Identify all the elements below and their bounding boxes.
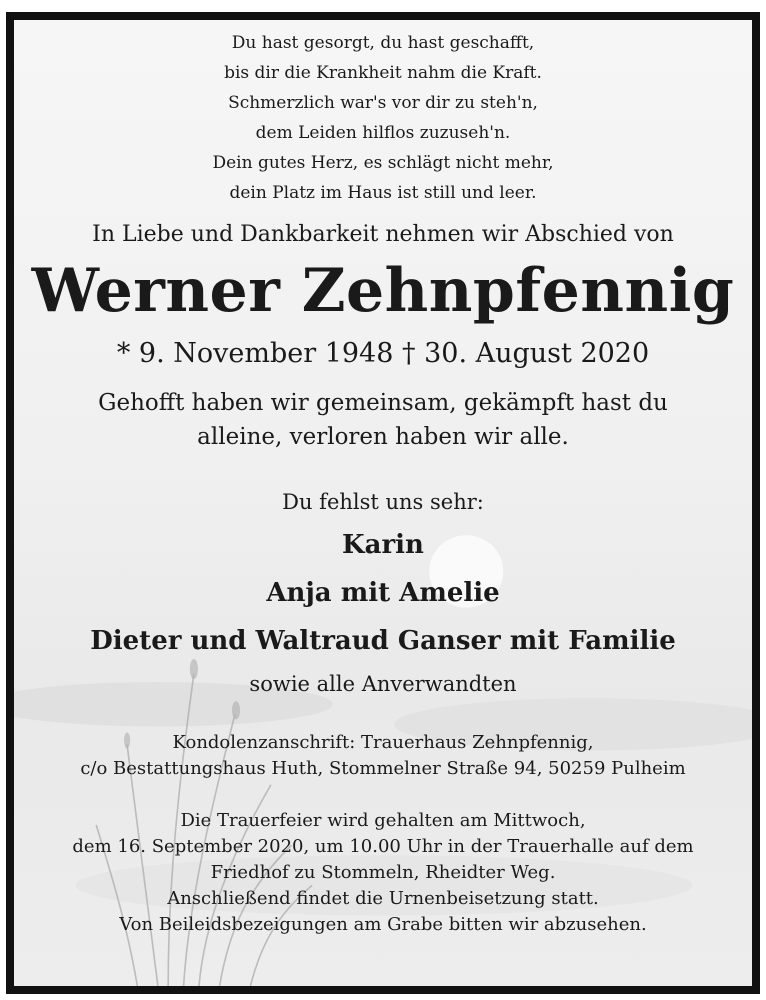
obituary-panel xyxy=(14,20,752,986)
mourner-name: Anja mit Amelie xyxy=(266,578,500,608)
ceremony-info: dem 16. September 2020, um 10.00 Uhr in der Trauerhalle auf dem xyxy=(72,836,694,857)
farewell-intro: In Liebe und Dankbarkeit nehmen wir Abschied von xyxy=(92,222,674,247)
mourners-intro: Du fehlst uns sehr: xyxy=(282,490,484,514)
quote-line: alleine, verloren haben wir alle. xyxy=(197,424,569,450)
condolence-address: Kondolenzanschrift: Trauerhaus Zehnpfennig, xyxy=(172,732,594,753)
ceremony-info: Die Trauerfeier wird gehalten am Mittwoch, xyxy=(180,810,586,831)
mourner-name: Karin xyxy=(342,530,424,560)
ceremony-info: Anschließend findet die Urnenbeisetzung statt. xyxy=(167,888,599,909)
quote-line: Gehofft haben wir gemeinsam, gekämpft hast du xyxy=(98,390,668,416)
relatives-line: sowie alle Anverwandten xyxy=(249,672,517,696)
mourner-name: Dieter und Waltraud Ganser mit Familie xyxy=(90,626,676,656)
life-dates: * 9. November 1948 † 30. August 2020 xyxy=(116,338,650,369)
ceremony-info: Friedhof zu Stommeln, Rheidter Weg. xyxy=(210,862,556,883)
poem-line: Schmerzlich war's vor dir zu steh'n, xyxy=(228,93,538,113)
ceremony-info: Von Beileidsbezeigungen am Grabe bitten wir abzusehen. xyxy=(119,914,647,935)
poem-line: dein Platz im Haus ist still und leer. xyxy=(229,183,537,203)
poem-line: Dein gutes Herz, es schlägt nicht mehr, xyxy=(212,153,554,173)
poem-line: Du hast gesorgt, du hast geschafft, xyxy=(231,33,535,53)
condolence-address: c/o Bestattungshaus Huth, Stommelner Straße 94, 50259 Pulheim xyxy=(80,758,686,779)
poem-line: dem Leiden hilflos zuzuseh'n. xyxy=(255,123,511,143)
poem-line: bis dir die Krankheit nahm die Kraft. xyxy=(224,63,542,83)
deceased-name: Werner Zehnpfennig xyxy=(31,256,735,326)
